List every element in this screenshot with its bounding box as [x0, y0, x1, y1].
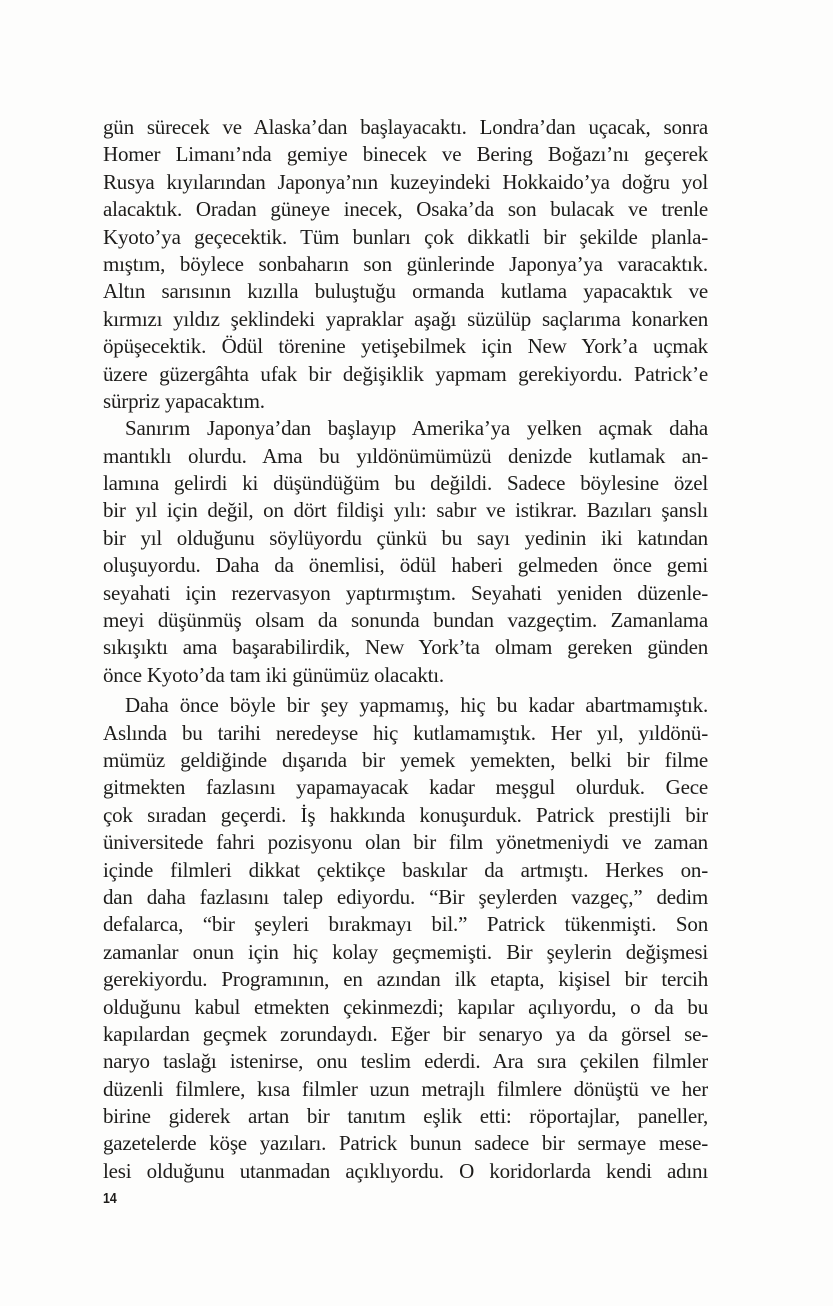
- text-line: düzenli filmlere, kısa filmler uzun metrajlı filmlere dönüştü ve her: [103, 1076, 708, 1101]
- text-line: mıştım, böylece sonbaharın son günlerinde Japonya’ya varacaktık.: [103, 251, 708, 276]
- body-text-column: [103, 114, 708, 1185]
- text-line: Daha önce böyle bir şey yapmamış, hiç bu kadar abartmamıştık.: [125, 693, 708, 718]
- text-line: Rusya kıyılarından Japonya’nın kuzeyindeki Hokkaido’ya doğru yol: [103, 169, 708, 194]
- text-line: seyahati için rezervasyon yaptırmıştım. Seyahati yeniden düzenle-: [103, 580, 708, 605]
- page-number: 14: [103, 1190, 117, 1207]
- text-line: Kyoto’ya geçecektik. Tüm bunları çok dikkatli bir şekilde planla-: [103, 224, 708, 249]
- text-line: bir yıl için değil, on dört fildişi yılı: sabır ve istikrar. Bazıları şanslı: [103, 498, 708, 523]
- text-line: çok sıradan geçerdi. İş hakkında konuşurduk. Patrick prestijli bir: [103, 802, 708, 827]
- paragraph: [103, 692, 708, 1185]
- text-line: Altın sarısının kızılla buluştuğu ormanda kutlama yapacaktık ve: [103, 279, 708, 304]
- text-line: öpüşecektik. Ödül törenine yetişebilmek için New York’a uçmak: [103, 334, 708, 359]
- text-line: mümüz geldiğinde dışarıda bir yemek yemekten, belki bir filme: [103, 747, 708, 772]
- text-line: Sanırım Japonya’dan başlayıp Amerika’ya yelken açmak daha: [125, 416, 708, 441]
- text-line: üniversitede fahri pozisyonu olan bir film yönetmeniydi ve zaman: [103, 830, 708, 855]
- text-line: içinde filmleri dikkat çektikçe baskılar da artmıştı. Herkes on-: [103, 857, 708, 882]
- text-line: dan daha fazlasını talep ediyordu. “Bir şeylerden vazgeç,” dedim: [103, 884, 708, 909]
- text-line: sürpriz yapacaktım.: [103, 388, 265, 413]
- text-line: kapılardan geçmek zorundaydı. Eğer bir senaryo ya da görsel se-: [103, 1021, 708, 1046]
- text-line: gün sürecek ve Alaska’dan başlayacaktı. Londra’dan uçacak, sonra: [103, 115, 708, 139]
- text-line: zamanlar onun için hiç kolay geçmemişti. Bir şeylerin değişmesi: [103, 939, 708, 964]
- text-line: lesi olduğunu utanmadan açıklıyordu. O koridorlarda kendi adını: [103, 1158, 708, 1183]
- text-line: lamına gelirdi ki düşündüğüm bu değildi. Sadece böylesine özel: [103, 471, 708, 496]
- text-line: oluşuyordu. Daha da önemlisi, ödül haberi gelmeden önce gemi: [103, 553, 708, 578]
- text-line: önce Kyoto’da tam iki günümüz olacaktı.: [103, 662, 444, 687]
- text-line: kırmızı yıldız şeklindeki yapraklar aşağı süzülüp saçlarıma konarken: [103, 306, 708, 331]
- text-line: gerekiyordu. Programının, en azından ilk etapta, kişisel bir tercih: [103, 967, 708, 992]
- text-line: alacaktık. Oradan güneye inecek, Osaka’da son bulacak ve trenle: [103, 197, 708, 222]
- text-line: birine giderek artan bir tanıtım eşlik etti: röportajlar, paneller,: [103, 1104, 708, 1129]
- text-line: Homer Limanı’nda gemiye binecek ve Bering Boğazı’nı geçerek: [103, 142, 708, 167]
- text-line: bir yıl olduğunu söylüyordu çünkü bu sayı yedinin iki katından: [103, 525, 708, 550]
- text-line: meyi düşünmüş olsam da sonunda bundan vazgeçtim. Zamanlama: [103, 608, 708, 633]
- text-line: Aslında bu tarihi neredeyse hiç kutlamamıştık. Her yıl, yıldönü-: [103, 720, 708, 745]
- text-line: defalarca, “bir şeyleri bırakmayı bil.” Patrick tükenmişti. Son: [103, 912, 708, 937]
- text-line: naryo taslağı istenirse, onu teslim ederdi. Ara sıra çekilen filmler: [103, 1049, 708, 1074]
- paragraph: [103, 415, 708, 689]
- text-line: sıkışıktı ama başarabilirdik, New York’ta olmam gereken günden: [103, 635, 708, 660]
- text-line: gitmekten fazlasını yapamayacak kadar meşgul olurduk. Gece: [103, 775, 708, 800]
- text-line: gazetelerde köşe yazıları. Patrick bunun sadece bir sermaye mese-: [103, 1131, 708, 1156]
- paragraph: [103, 114, 708, 415]
- text-line: olduğunu kabul etmekten çekinmezdi; kapılar açılıyordu, o da bu: [103, 994, 708, 1019]
- text-line: mantıklı olurdu. Ama bu yıldönümümüzü denizde kutlamak an-: [103, 443, 708, 468]
- text-line: üzere güzergâhta ufak bir değişiklik yapmam gerekiyordu. Patrick’e: [103, 361, 708, 386]
